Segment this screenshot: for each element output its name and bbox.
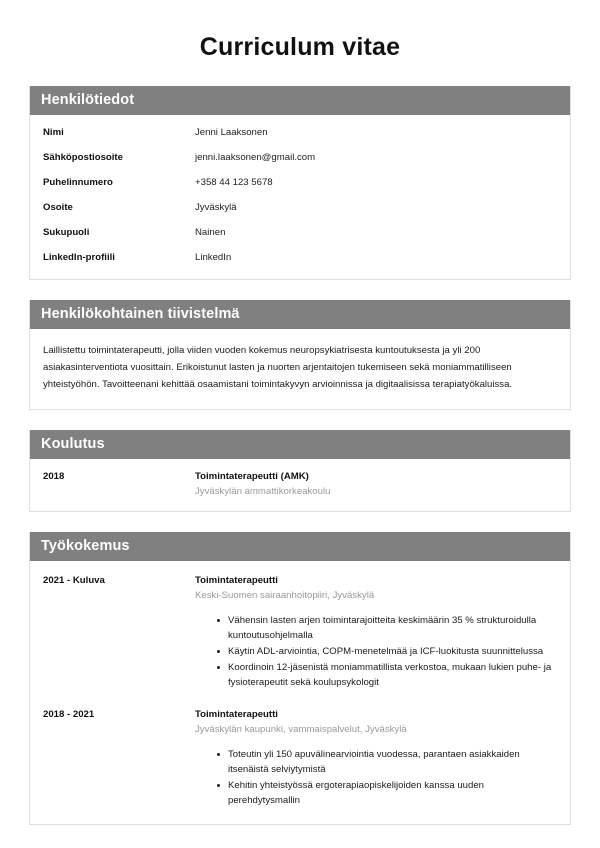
entry-organization: Keski-Suomen sairaanhoitopiiri, Jyväskylä — [195, 590, 375, 601]
info-label: Osoite — [43, 202, 73, 213]
table-row — [43, 127, 557, 152]
section-heading-personal-details: Henkilötiedot — [30, 86, 570, 115]
section-heading-personal-summary: Henkilökohtainen tiivistelmä — [30, 300, 570, 329]
table-row — [43, 202, 557, 227]
entry-date: 2018 - 2021 — [43, 709, 95, 720]
info-value: Jyväskylä — [195, 202, 237, 213]
list-item: Vähensin lasten arjen toimintarajoitteita keskimäärin 35 % strukturoidulla kuntoutusohjelmalla — [217, 613, 557, 643]
table-row — [43, 177, 557, 202]
section-personal-details — [29, 86, 571, 280]
personal-details-body — [30, 115, 570, 279]
section-heading-work-experience: Työkokemus — [30, 532, 570, 561]
education-entry — [43, 470, 557, 499]
personal-details-table — [43, 127, 557, 266]
page-title: Curriculum vitae — [199, 33, 401, 61]
entry-title: Toimintaterapeutti (AMK) — [195, 471, 309, 482]
section-education — [29, 430, 571, 512]
linkedin-profile-value[interactable]: LinkedIn — [195, 252, 232, 263]
experience-entry — [43, 708, 557, 809]
entry-bullet-list — [195, 613, 557, 690]
entry-organization: Jyväskylän kaupunki, vammaispalvelut, Jyväskylä — [195, 724, 407, 735]
section-heading-education: Koulutus — [30, 430, 570, 459]
list-item: Kehitin yhteistyössä ergoterapiaopiskelijoiden kanssa uuden perehdytysmallin — [217, 778, 557, 808]
entry-title: Toimintaterapeutti — [195, 575, 278, 586]
personal-summary-body — [30, 329, 570, 409]
info-label: Nimi — [43, 127, 64, 138]
info-label: Sukupuoli — [43, 227, 90, 238]
education-body — [30, 459, 570, 511]
table-row — [43, 252, 557, 266]
entry-date: 2021 - Kuluva — [43, 575, 105, 586]
info-value: jenni.laaksonen@gmail.com — [195, 152, 316, 163]
list-item: Käytin ADL-arviointia, COPM-menetelmää ja ICF-luokitusta suunnittelussa — [217, 644, 557, 659]
entry-date: 2018 — [43, 471, 65, 482]
info-value: Nainen — [195, 227, 226, 238]
info-value: +358 44 123 5678 — [195, 177, 273, 188]
list-item: Koordinoin 12-jäsenistä moniammatillista verkostoa, mukaan lukien puhe- ja fysioterapeutit sekä koulupsykologit — [217, 660, 557, 690]
section-personal-summary — [29, 300, 571, 410]
info-label: LinkedIn-profiili — [43, 252, 115, 263]
work-experience-body — [30, 561, 570, 824]
entry-organization: Jyväskylän ammattikorkeakoulu — [195, 486, 331, 497]
entry-main — [195, 708, 557, 809]
info-label: Puhelinnumero — [43, 177, 113, 188]
entry-main — [195, 470, 557, 499]
section-work-experience — [29, 532, 571, 825]
experience-entry — [43, 574, 557, 691]
info-value: Jenni Laaksonen — [195, 127, 268, 138]
list-item: Toteutin yli 150 apuvälinearviointia vuodessa, parantaen asiakkaiden itsenäistä selviytymistä — [217, 747, 557, 777]
entry-main — [195, 574, 557, 691]
summary-paragraph: Laillistettu toimintaterapeutti, jolla viiden vuoden kokemus neuropsykiatrisesta kuntoutuksesta ja yli 200 asiakasinterventiota vuosittain. Erikoistunut lasten ja nuorten arjentaitojen tukemiseen sekä moniammatilliseen yhteistyöhön. Tavoitteenani kehittää osaamistani toimintakyvyn arvioinnissa ja digitaalisissa terapiatyökaluissa. — [43, 345, 513, 390]
table-row — [43, 227, 557, 252]
entry-title: Toimintaterapeutti — [195, 709, 278, 720]
info-label: Sähköpostiosoite — [43, 152, 123, 163]
table-row — [43, 152, 557, 177]
entry-bullet-list — [195, 747, 557, 808]
